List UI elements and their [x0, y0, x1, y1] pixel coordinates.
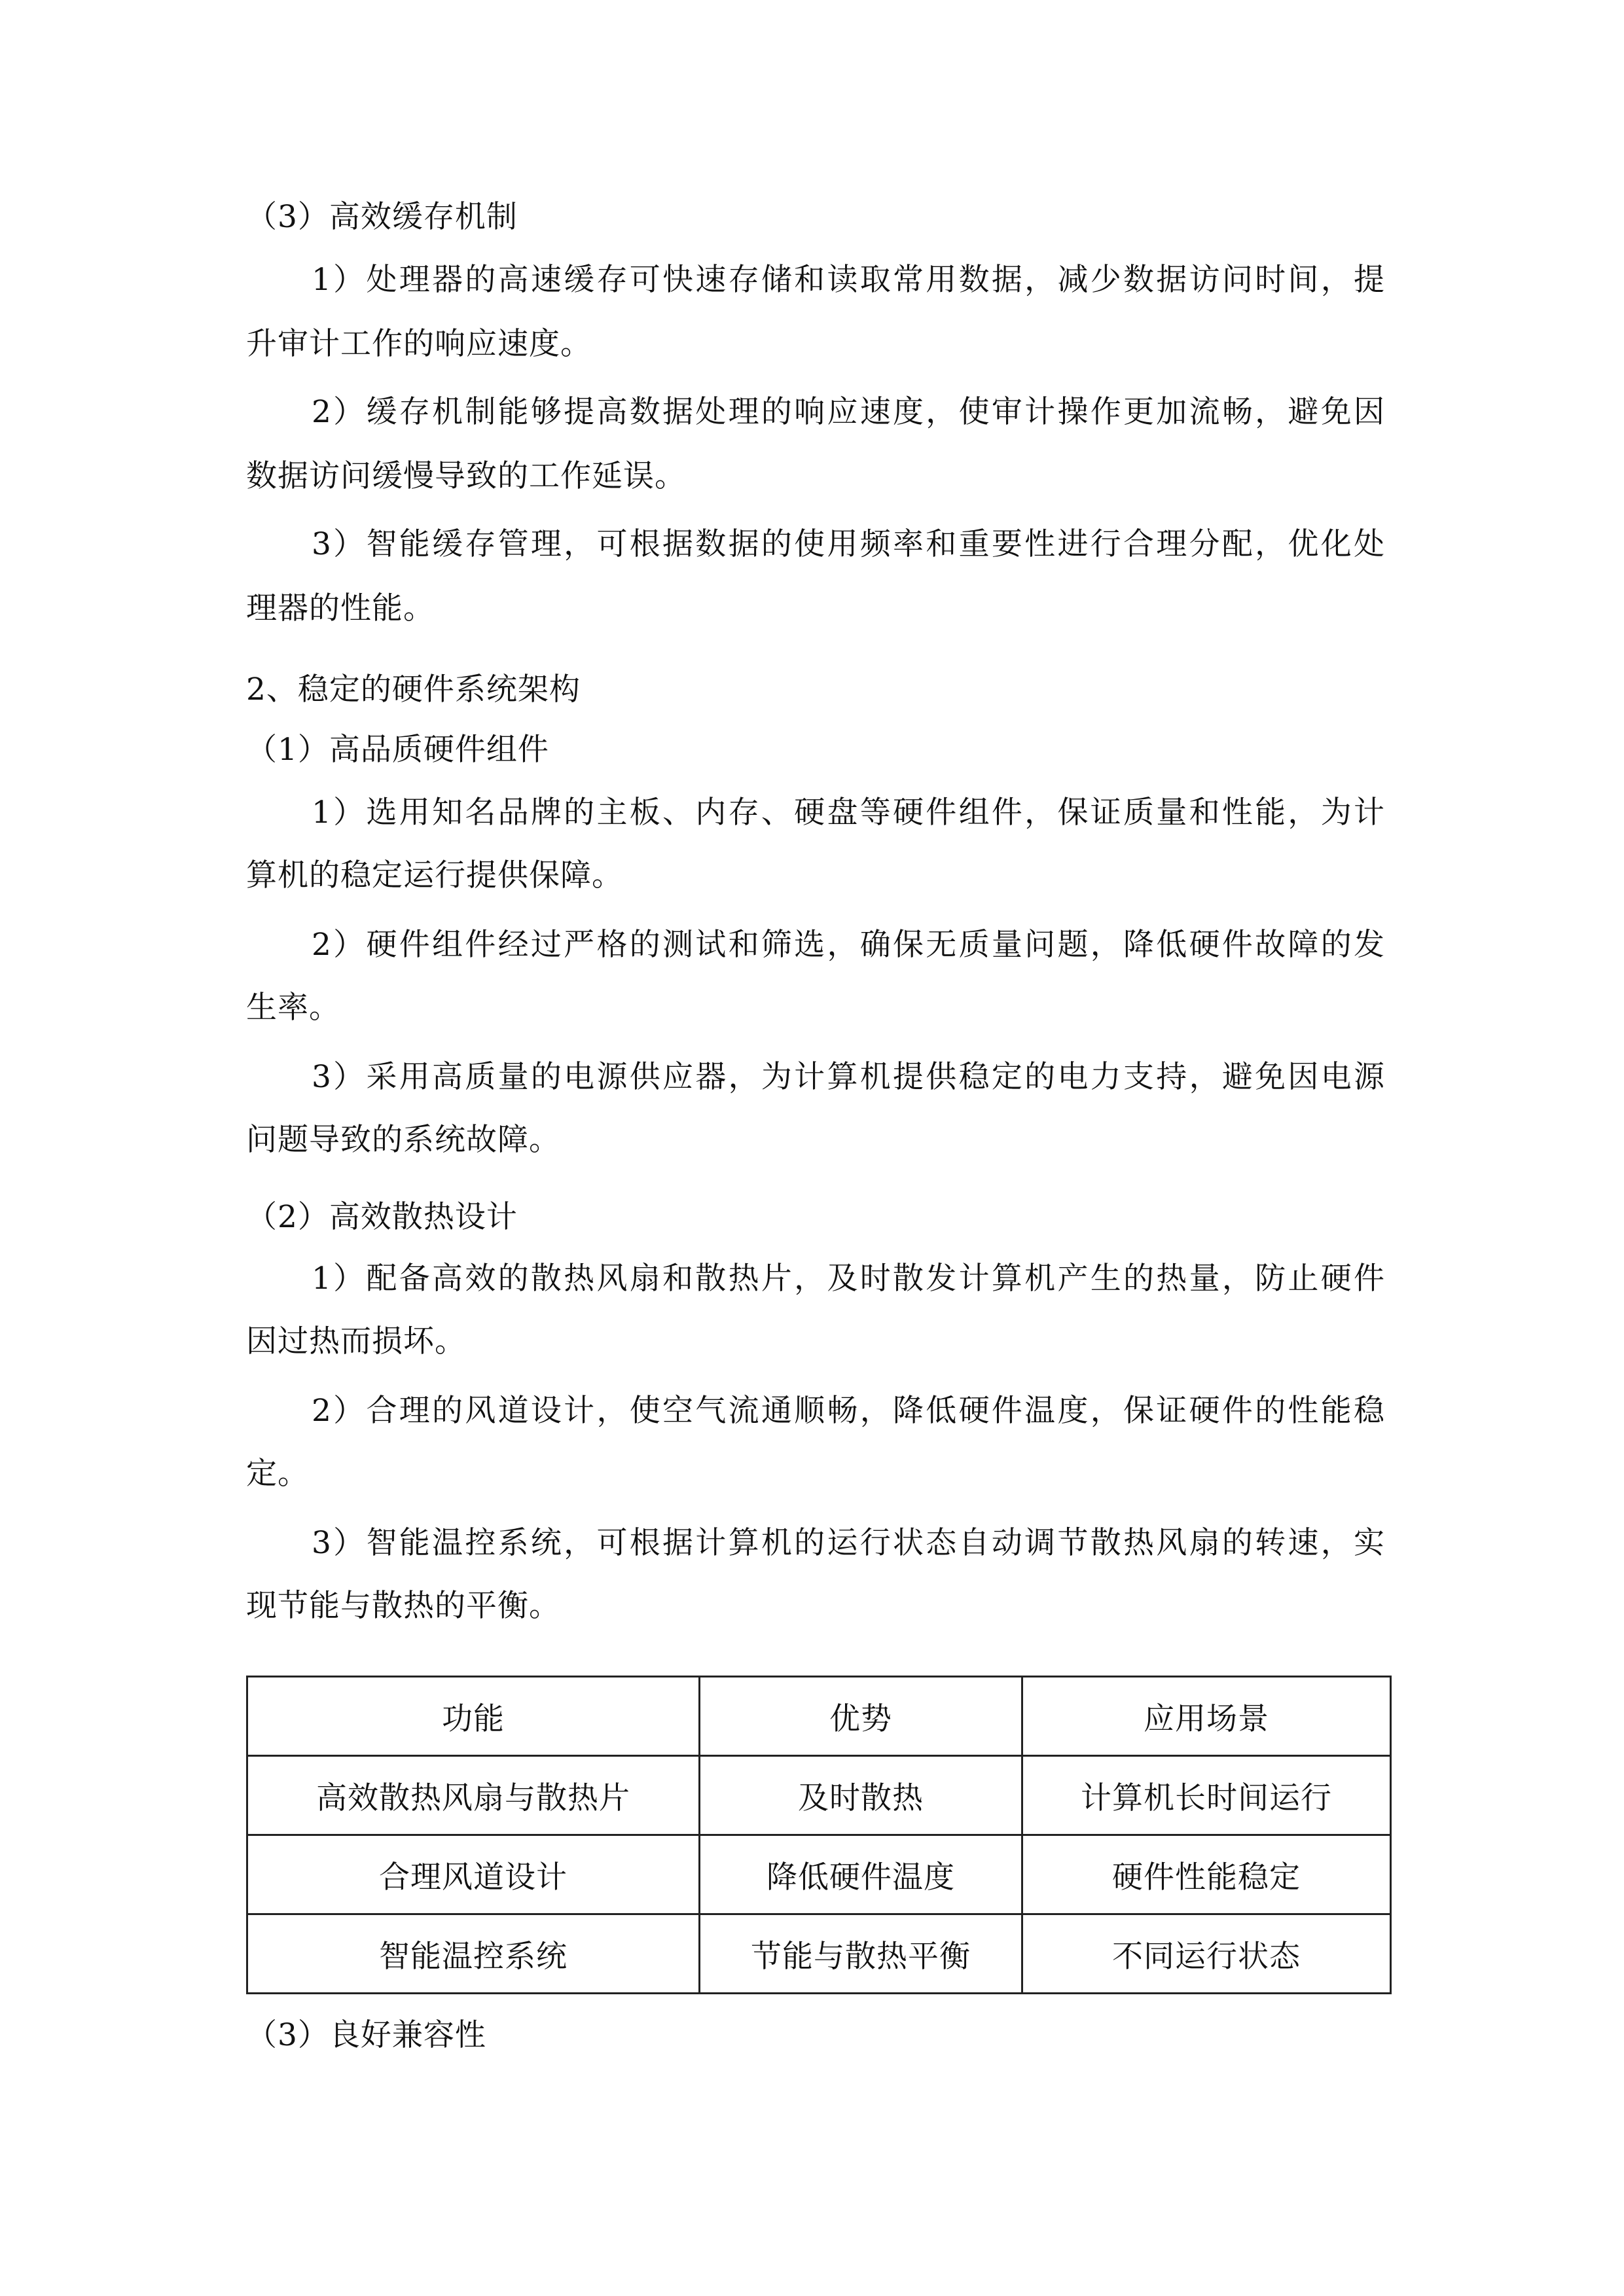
table-cell: 不同运行状态	[1022, 1914, 1391, 1994]
paragraph-line: 2）缓存机制能够提高数据处理的响应速度，使审计操作更加流畅，避免因	[312, 394, 1385, 430]
table-header-cell: 功能	[247, 1677, 700, 1756]
paragraph-line: 3）智能缓存管理，可根据数据的使用频率和重要性进行合理分配，优化处	[312, 526, 1385, 562]
table-cell: 降低硬件温度	[700, 1835, 1022, 1914]
section-heading-cache: （3）高效缓存机制	[246, 199, 518, 235]
paragraph-line: 数据访问缓慢导致的工作延误。	[246, 458, 686, 494]
part-heading-hardware: 2、稳定的硬件系统架构	[246, 672, 581, 708]
paragraph-line: 1）配备高效的散热风扇和散热片，及时散发计算机产生的热量，防止硬件	[312, 1261, 1385, 1297]
table-row	[247, 1835, 1391, 1914]
subsection-heading-components: （1）高品质硬件组件	[246, 732, 549, 768]
table-cell: 硬件性能稳定	[1022, 1835, 1391, 1914]
paragraph-line: 生率。	[246, 990, 340, 1026]
table-header-cell: 优势	[700, 1677, 1022, 1756]
paragraph-line: 3）采用高质量的电源供应器，为计算机提供稳定的电力支持，避免因电源	[312, 1059, 1385, 1095]
table-row	[247, 1756, 1391, 1835]
paragraph-line: 理器的性能。	[246, 590, 435, 626]
paragraph-line: 升审计工作的响应速度。	[246, 326, 592, 362]
paragraph-line: 3）智能温控系统，可根据计算机的运行状态自动调节散热风扇的转速，实	[312, 1525, 1385, 1561]
table-header-row	[247, 1677, 1391, 1756]
subsection-heading-cooling: （2）高效散热设计	[246, 1199, 518, 1235]
table-cell: 智能温控系统	[247, 1914, 700, 1994]
table-cell: 及时散热	[700, 1756, 1022, 1835]
table-cell: 高效散热风扇与散热片	[247, 1756, 700, 1835]
paragraph-line: 2）合理的风道设计，使空气流通顺畅，降低硬件温度，保证硬件的性能稳	[312, 1393, 1385, 1429]
table-cell: 计算机长时间运行	[1022, 1756, 1391, 1835]
paragraph-line: 2）硬件组件经过严格的测试和筛选，确保无质量问题，降低硬件故障的发	[312, 927, 1385, 963]
paragraph-line: 现节能与散热的平衡。	[246, 1588, 560, 1624]
paragraph-line: 问题导致的系统故障。	[246, 1122, 560, 1158]
table-header-cell: 应用场景	[1022, 1677, 1391, 1756]
paragraph-line: 1）处理器的高速缓存可快速存储和读取常用数据，减少数据访问时间，提	[312, 262, 1385, 298]
paragraph-line: 1）选用知名品牌的主板、内存、硬盘等硬件组件，保证质量和性能，为计	[312, 795, 1385, 831]
table-cell: 节能与散热平衡	[700, 1914, 1022, 1994]
paragraph-line: 算机的稳定运行提供保障。	[246, 857, 623, 893]
paragraph-line: 定。	[246, 1456, 309, 1492]
paragraph-line: 因过热而损坏。	[246, 1323, 466, 1359]
subsection-heading-compatibility: （3）良好兼容性	[246, 2017, 486, 2053]
cooling-features-table	[246, 1676, 1392, 1994]
table-row	[247, 1914, 1391, 1994]
table-cell: 合理风道设计	[247, 1835, 700, 1914]
